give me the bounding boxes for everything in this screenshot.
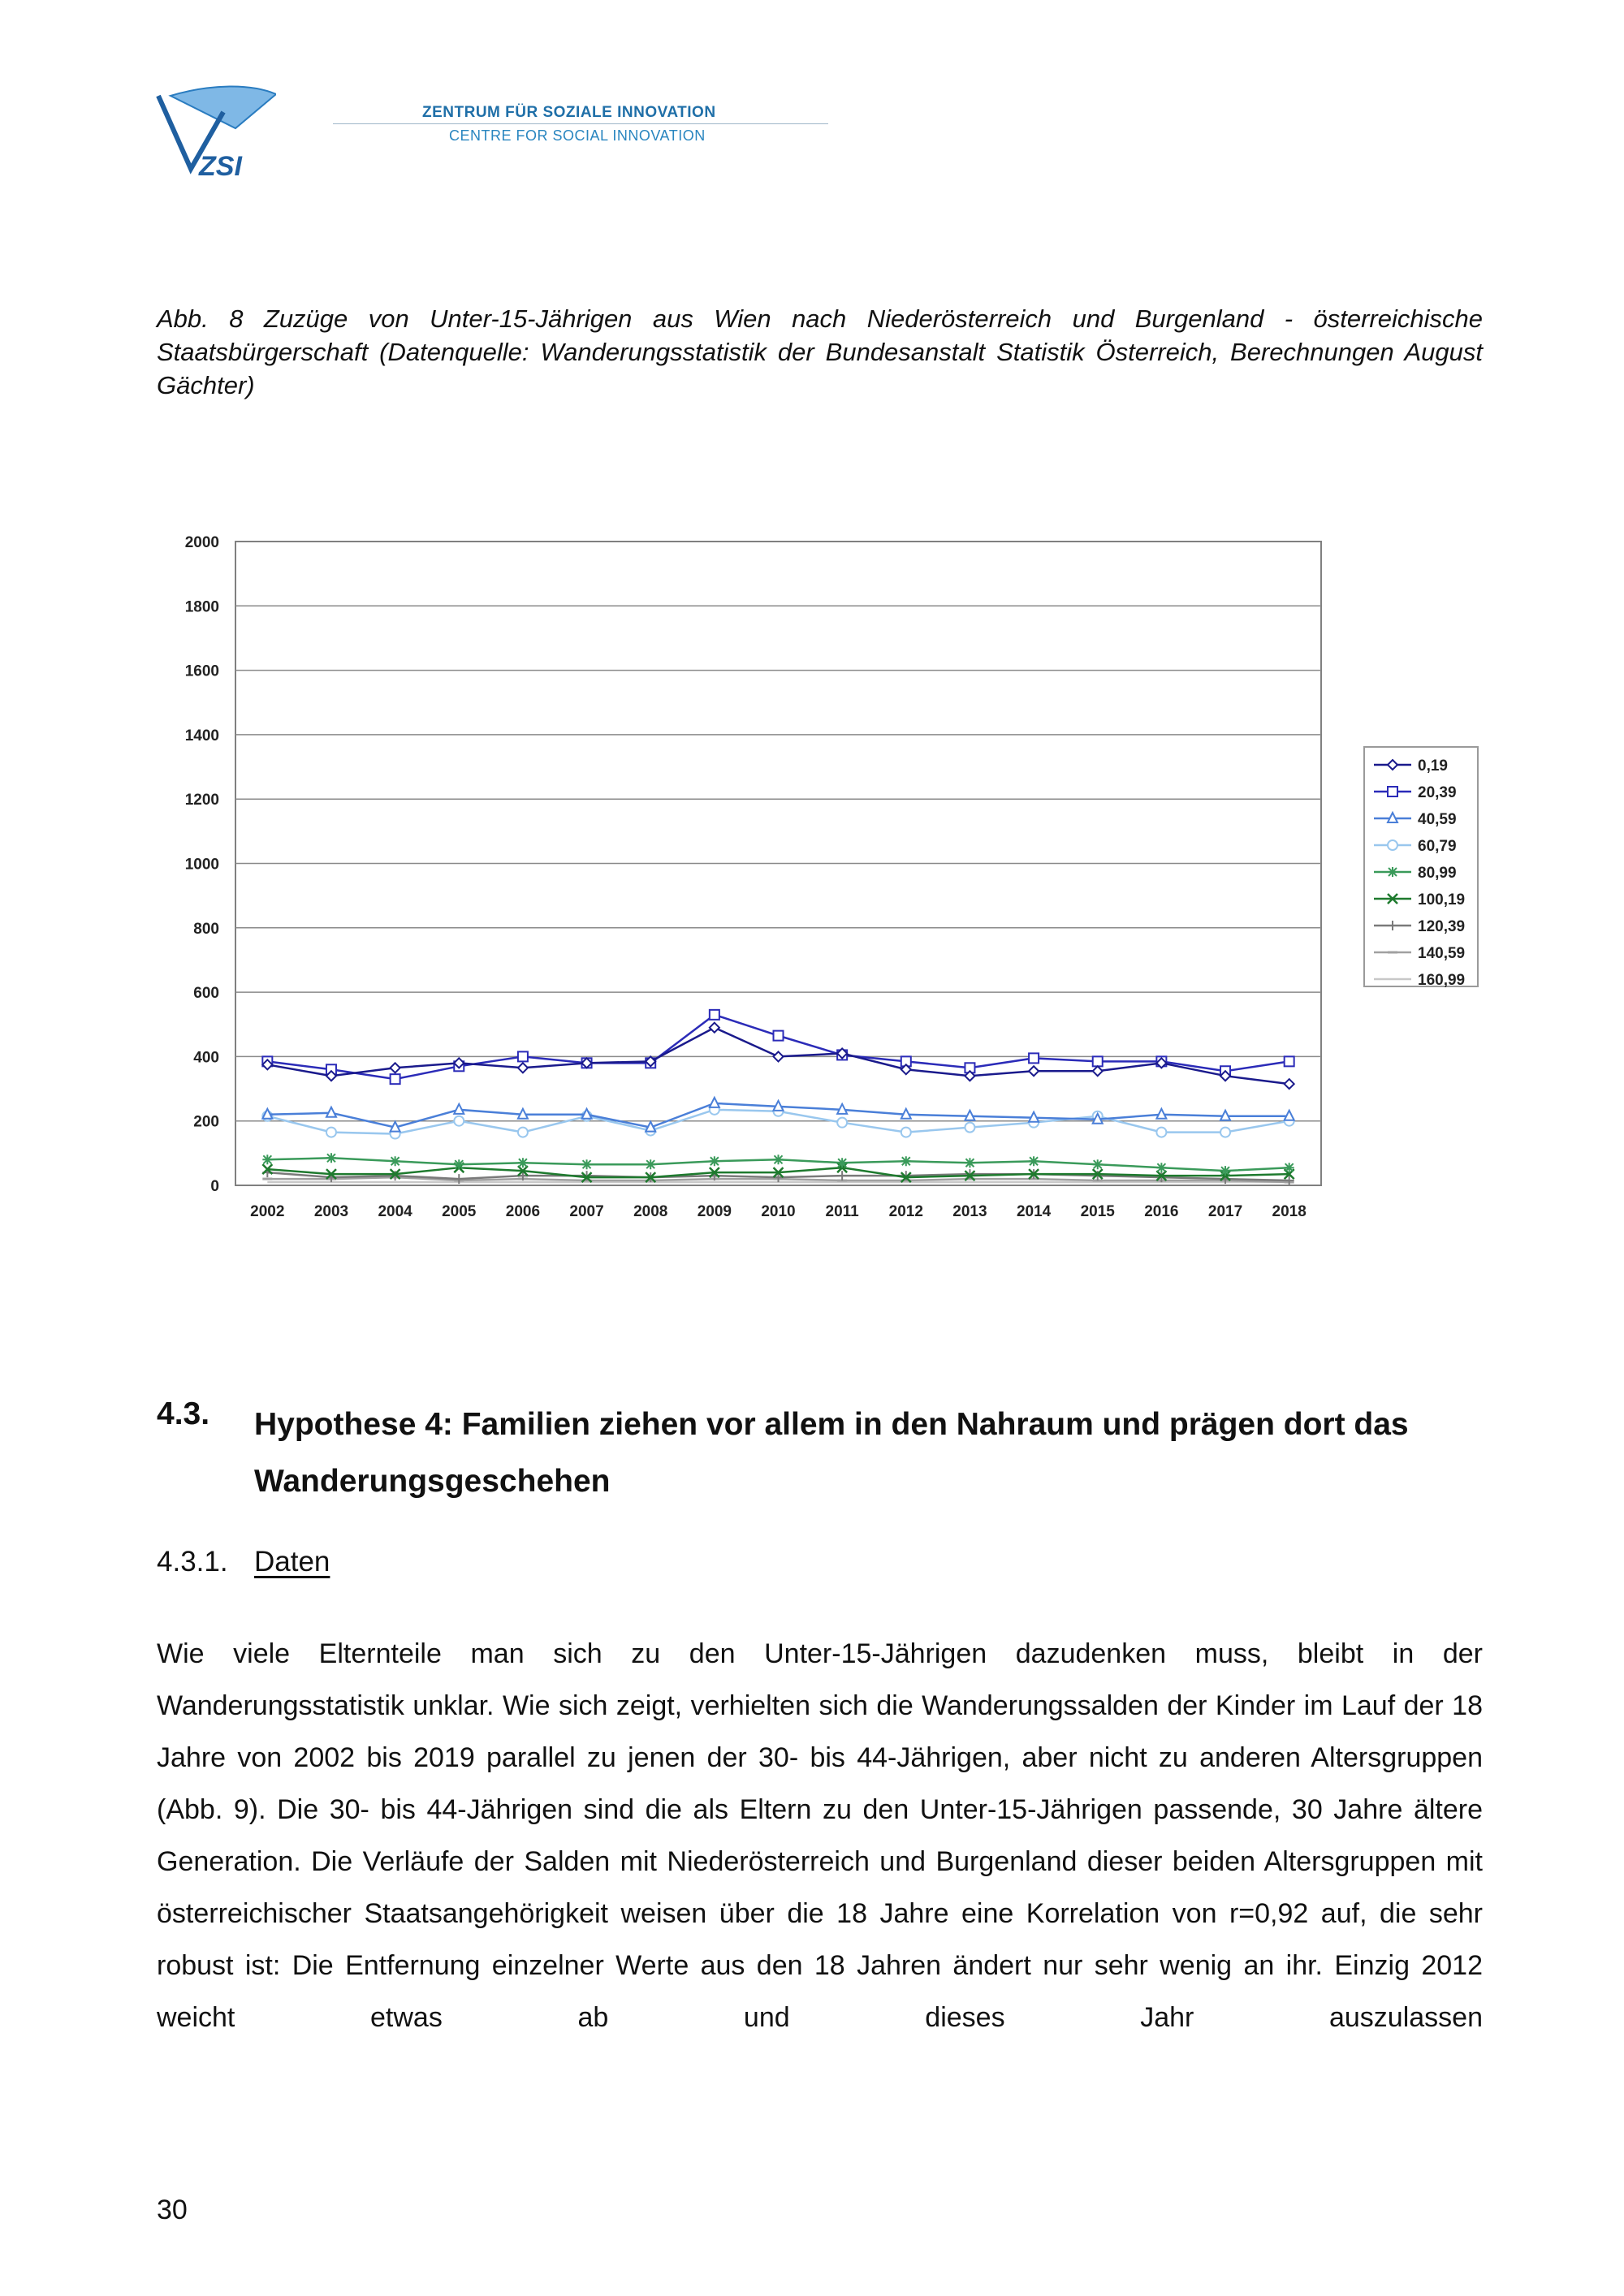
data-point-marker (965, 1123, 974, 1133)
data-point-marker (1285, 1056, 1294, 1066)
data-point-marker (1388, 840, 1397, 850)
legend-label: 60,79 (1418, 838, 1457, 855)
data-point-marker (326, 1153, 336, 1163)
org-name: ZENTRUM FÜR SOZIALE INNOVATION (422, 104, 716, 121)
y-tick-label: 0 (210, 1178, 219, 1195)
legend-label: 160,99 (1418, 972, 1466, 989)
data-point-marker (901, 1128, 911, 1137)
data-point-marker (1093, 1056, 1103, 1066)
line-chart (154, 520, 1502, 1234)
x-tick-label: 2008 (633, 1203, 668, 1220)
data-point-marker (1285, 1163, 1294, 1172)
x-tick-label: 2006 (505, 1203, 541, 1220)
x-tick-label: 2002 (250, 1203, 285, 1220)
legend-label: 120,39 (1418, 918, 1466, 935)
x-tick-label: 2016 (1144, 1203, 1179, 1220)
legend (1364, 747, 1478, 989)
data-point-marker (518, 1051, 528, 1061)
legend-label: 40,59 (1418, 811, 1457, 828)
data-point-marker (391, 1074, 400, 1084)
x-tick-label: 2017 (1207, 1203, 1243, 1220)
y-tick-label: 1600 (184, 662, 219, 680)
data-point-marker (1156, 1163, 1166, 1172)
logo-wing-shape (171, 86, 276, 128)
logo-text: ZSI (199, 151, 242, 181)
data-point-marker (1220, 1128, 1230, 1137)
body-paragraph: Wie viele Elternteile man sich zu den Unter-15-Jährigen dazudenken muss, bleibt in der Wanderungsstatistik unklar. Wie sich zeigt, verhielten sich die Wanderungssalden der Kinder im Lauf der 18 Jahre von 2002 bis 2019 parallel zu jenen der 30- bis 44-Jährigen, aber nicht zu anderen Altersgruppen (Abb. 9). Die 30- bis 44-Jährigen sind die als Eltern zu den Unter-15-Jährigen passende, 30 Jahre ältere Generation. Die Verläufe der Salden mit Niederösterreich und Burgenland dieser beiden Altersgruppen mit österreichischer Staatsangehörigkeit weisen über die 18 Jahre eine Korrelation von r=0,92 auf, die sehr robust ist: Die Entfernung einzelner Werte aus den 18 Jahren ändert nur sehr wenig an ihr. Einzig 2012 weicht etwas ab und dieses Jahr auszulassen (157, 1638, 1483, 2033)
data-point-marker (1093, 1159, 1103, 1169)
zsi-logo (154, 80, 276, 181)
page-number: 30 (157, 2195, 188, 2225)
y-tick-label: 400 (193, 1049, 219, 1067)
y-tick-label: 1000 (184, 856, 219, 874)
data-point-marker (391, 1156, 400, 1166)
subsection-title: Daten (254, 1546, 330, 1577)
x-tick-label: 2015 (1080, 1203, 1115, 1220)
data-point-marker (837, 1158, 847, 1167)
y-tick-label: 1800 (184, 598, 219, 616)
figure-caption: Abb. 8 Zuzüge von Unter-15-Jährigen aus Wien nach Niederösterreich und Burgenland - österreichische Staatsbürgerschaft (Datenquelle: Wanderungsstatistik der Bundesanstalt Statistik Österreich, Berechnungen August Gächter) (157, 304, 1483, 399)
x-tick-label: 2012 (888, 1203, 923, 1220)
x-tick-label: 2013 (952, 1203, 987, 1220)
data-point-marker (646, 1159, 655, 1169)
data-point-marker (518, 1158, 528, 1167)
x-tick-label: 2005 (442, 1203, 477, 1220)
data-point-marker (1156, 1128, 1166, 1137)
x-tick-label: 2004 (378, 1203, 412, 1220)
x-tick-label: 2009 (697, 1203, 732, 1220)
subsection-number: 4.3.1. (157, 1546, 228, 1577)
data-point-marker (901, 1156, 911, 1166)
data-point-marker (774, 1031, 784, 1041)
data-point-marker (1029, 1053, 1039, 1063)
legend-label: 20,39 (1418, 784, 1457, 801)
org-subtitle: CENTRE FOR SOCIAL INNOVATION (449, 127, 706, 144)
data-point-marker (518, 1128, 528, 1137)
data-point-marker (454, 1116, 464, 1126)
header-divider (333, 123, 828, 124)
data-point-marker (262, 1154, 272, 1164)
x-tick-label: 2011 (825, 1203, 859, 1220)
section-number: 4.3. (157, 1396, 210, 1431)
legend-label: 80,99 (1418, 865, 1457, 882)
y-tick-label: 800 (193, 920, 219, 938)
y-tick-label: 1200 (184, 792, 219, 809)
data-point-marker (965, 1158, 974, 1167)
data-point-marker (1220, 1166, 1230, 1176)
y-tick-label: 2000 (184, 534, 219, 551)
x-axis-ticks (250, 1203, 1307, 1220)
data-point-marker (774, 1154, 784, 1164)
y-axis-ticks (185, 534, 219, 1195)
legend-label: 100,19 (1418, 891, 1466, 908)
x-tick-label: 2014 (1016, 1203, 1052, 1220)
data-point-marker (710, 1010, 719, 1020)
data-point-marker (1029, 1156, 1039, 1166)
section-title: Hypothese 4: Familien ziehen vor allem in den Nahraum und prägen dort das Wanderungsgeschehen (254, 1407, 1409, 1499)
x-tick-label: 2010 (761, 1203, 796, 1220)
data-point-marker (1388, 787, 1397, 796)
data-point-marker (326, 1128, 336, 1137)
y-tick-label: 1400 (184, 727, 219, 744)
data-point-marker (1388, 867, 1397, 877)
y-tick-label: 200 (193, 1113, 219, 1131)
data-point-marker (710, 1156, 719, 1166)
legend-label: 0,19 (1418, 757, 1448, 775)
x-tick-label: 2003 (313, 1203, 349, 1220)
x-tick-label: 2007 (569, 1203, 604, 1220)
data-point-marker (454, 1159, 464, 1169)
x-tick-label: 2018 (1272, 1203, 1307, 1220)
data-point-marker (837, 1118, 847, 1128)
data-point-marker (582, 1159, 592, 1169)
y-tick-label: 600 (193, 985, 219, 1003)
legend-label: 140,59 (1418, 945, 1466, 962)
